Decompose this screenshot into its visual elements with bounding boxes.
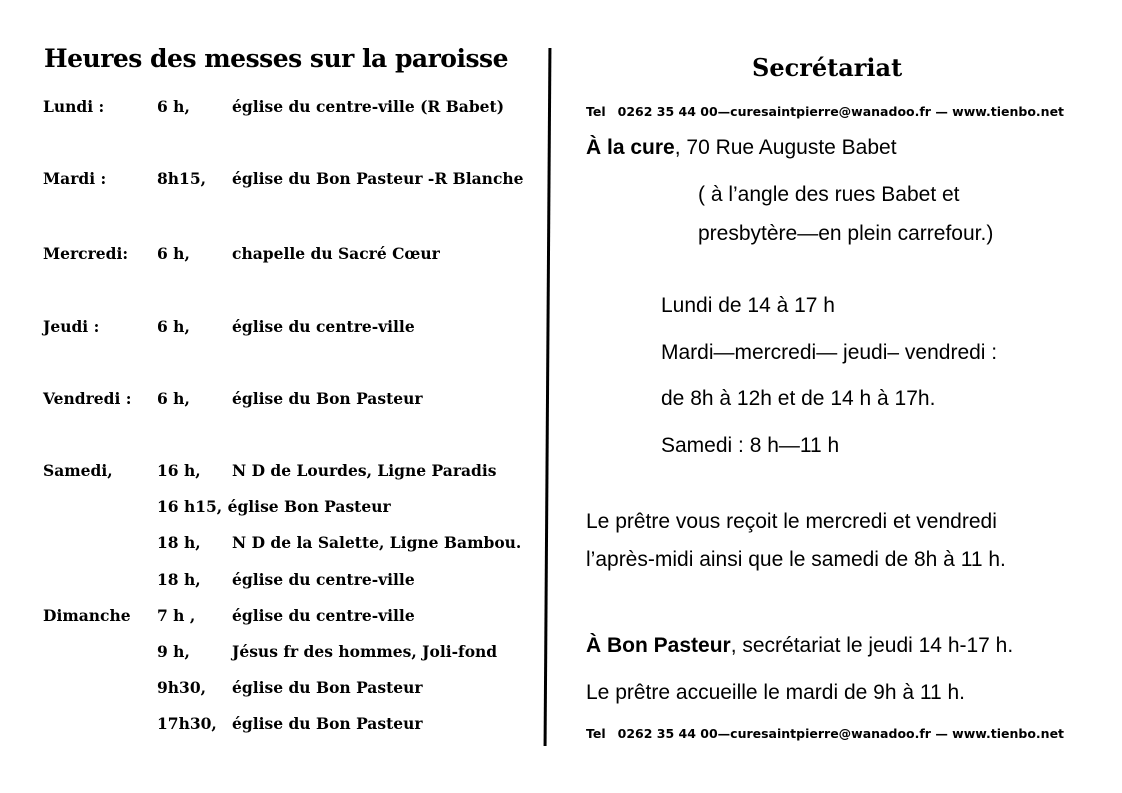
contact-line-top (586, 104, 1064, 119)
mass-day: Samedi, (43, 461, 113, 480)
tel-label: Tel (586, 726, 606, 741)
mass-day: Mercredi: (43, 244, 129, 263)
mass-place: église du Bon Pasteur (232, 678, 423, 697)
bon-pasteur-text: , secrétariat le jeudi 14 h-17 h. (730, 634, 1014, 657)
mass-place: église du Bon Pasteur (232, 714, 423, 733)
bon-pasteur-priest: Le prêtre accueille le mardi de 9h à 11 h. (586, 681, 966, 704)
mass-place: N D de Lourdes, Ligne Paradis (232, 461, 497, 480)
mass-time: 9h30, (157, 678, 207, 697)
mass-day: Jeudi : (43, 317, 100, 336)
contact-details: 0262 35 44 00—curesaintpierre@wanadoo.fr — www.tienbo.net (617, 726, 1065, 741)
mass-place: église du centre-ville (232, 317, 415, 336)
secretariat-title: Secrétariat (752, 53, 903, 82)
office-hours-line: Mardi—mercredi— jeudi– vendredi : (661, 341, 998, 364)
mass-place: église du centre-ville (232, 606, 415, 625)
mass-time: 6 h, (157, 97, 190, 116)
mass-time: 6 h, (157, 317, 190, 336)
mass-time: 8h15, (157, 169, 207, 188)
contact-line-bottom (586, 726, 1064, 741)
cure-note-2: presbytère—en plein carrefour.) (698, 222, 994, 245)
mass-schedule-title: Heures des messes sur la paroisse (44, 44, 509, 73)
mass-place: église du centre-ville (232, 570, 415, 589)
priest-availability-2: l’après-midi ainsi que le samedi de 8h à 11 h. (586, 548, 1006, 571)
mass-time: 9 h, (157, 642, 190, 661)
mass-time: 6 h, (157, 389, 190, 408)
tel-label: Tel (586, 104, 606, 119)
mass-day: Mardi : (43, 169, 107, 188)
cure-note-1: ( à l’angle des rues Babet et (698, 183, 960, 206)
mass-time-place: 16 h15, église Bon Pasteur (157, 497, 391, 516)
mass-place: église du centre-ville (R Babet) (232, 97, 505, 116)
cure-label: À la cure (586, 136, 675, 159)
mass-time: 17h30, (157, 714, 217, 733)
mass-day: Dimanche (43, 606, 131, 625)
cure-address (586, 136, 897, 160)
mass-time: 16 h, (157, 461, 201, 480)
mass-time: 7 h , (157, 606, 196, 625)
cure-address-text: , 70 Rue Auguste Babet (674, 136, 897, 159)
mass-place: chapelle du Sacré Cœur (232, 244, 440, 263)
office-hours-line: Samedi : 8 h—11 h (661, 434, 840, 457)
mass-time: 18 h, (157, 533, 201, 552)
mass-place: Jésus fr des hommes, Joli-fond (232, 642, 498, 661)
office-hours-line: Lundi de 14 à 17 h (661, 294, 835, 317)
mass-schedule-panel (0, 0, 560, 793)
office-hours-line: de 8h à 12h et de 14 h à 17h. (661, 387, 936, 410)
mass-day: Vendredi : (43, 389, 132, 408)
mass-day: Lundi : (43, 97, 105, 116)
priest-availability-1: Le prêtre vous reçoit le mercredi et vendredi (586, 510, 997, 533)
bon-pasteur-label: À Bon Pasteur (586, 634, 731, 657)
mass-time: 18 h, (157, 570, 201, 589)
mass-time: 6 h, (157, 244, 190, 263)
mass-place: église du Bon Pasteur (232, 389, 423, 408)
contact-details: 0262 35 44 00—curesaintpierre@wanadoo.fr — www.tienbo.net (617, 104, 1065, 119)
mass-place: N D de la Salette, Ligne Bambou. (232, 533, 522, 552)
mass-place: église du Bon Pasteur -R Blanche (232, 169, 524, 188)
bon-pasteur-secretariat (586, 634, 1013, 658)
